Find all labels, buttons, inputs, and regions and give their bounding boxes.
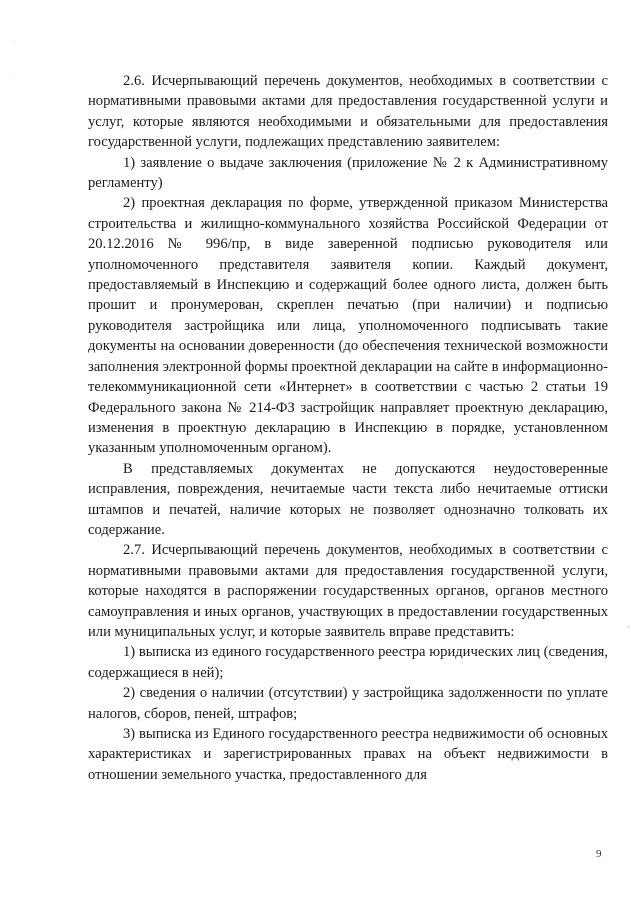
scan-side-mark: ‚: [627, 620, 630, 629]
scan-margin-mark-top: ··: [12, 40, 16, 46]
paragraph-2-6-item-2: 2) проектная декларация по форме, утвержденной приказом Министерства строительства и жилищно-коммунального хозяйства Российской Федерации от 20.12.2016 № 996/пр, в виде заверенной подписью руководителя или уполномоченного представителя заявителя копии. Каждый документ, предоставляемый в Инспекцию и содержащий более одного листа, должен быть прошит и пронумерован, скреплен печатью (при наличии) и подписью руководителя застройщика или лица, уполномоченного подписывать такие документы на основании доверенности (до обеспечения технической возможности заполнения электронной формы проектной декларации на сайте в информационно-телекоммуникационной сети «Интернет» в соответствии с частью 2 статьи 19 Федерального закона № 214-ФЗ застройщик направляет проектную декларацию, изменения в проектную декларацию в Инспекцию в порядке, установленном указанным уполномоченным органом).: [88, 195, 608, 457]
paragraph-2-7-intro: 2.7. Исчерпывающий перечень документов, необходимых в соответствии с нормативными правовыми актами для предоставления государственной услуги, которые находятся в распоряжении государственных органов, органов местного самоуправления и иных органов, участвующих в предоставлении государственных или муниципальных услуг, и которые заявитель вправе представить:: [88, 542, 608, 640]
page-number: 9: [596, 848, 602, 860]
paragraph-2-7-item-1: 1) выписка из единого государственного реестра юридических лиц (сведения, содержащиеся в ней);: [88, 644, 608, 681]
paragraph-2-6-intro: 2.6. Исчерпывающий перечень документов, необходимых в соответствии с нормативными правовыми актами для предоставления государственной услуги и услуг, которые являются необходимыми и обязательными для предоставления государственной услуги, подлежащих представлению заявителем:: [88, 73, 608, 151]
document-page: [88, 71, 608, 785]
paragraph-2-7-item-2: 2) сведения о наличии (отсутствии) у застройщика задолженности по уплате налогов, сборов, пеней, штрафов;: [88, 685, 608, 722]
paragraph-2-6-item-1: 1) заявление о выдаче заключения (приложение № 2 к Административному регламенту): [88, 154, 608, 192]
paragraph-2-7-item-3: 3) выписка из Единого государственного реестра недвижимости об основных характеристиках и зарегистрированных правах на объект недвижимости в отношении земельного участка, предоставленного для: [88, 726, 608, 783]
scan-margin-mark-lower: ·: [12, 76, 14, 82]
paragraph-2-6-note: В представляемых документах не допускаются неудостоверенные исправления, повреждения, нечитаемые части текста либо нечитаемые оттиски штампов и печатей, наличие которых не позволяет однозначно толковать их содержание.: [88, 460, 608, 538]
